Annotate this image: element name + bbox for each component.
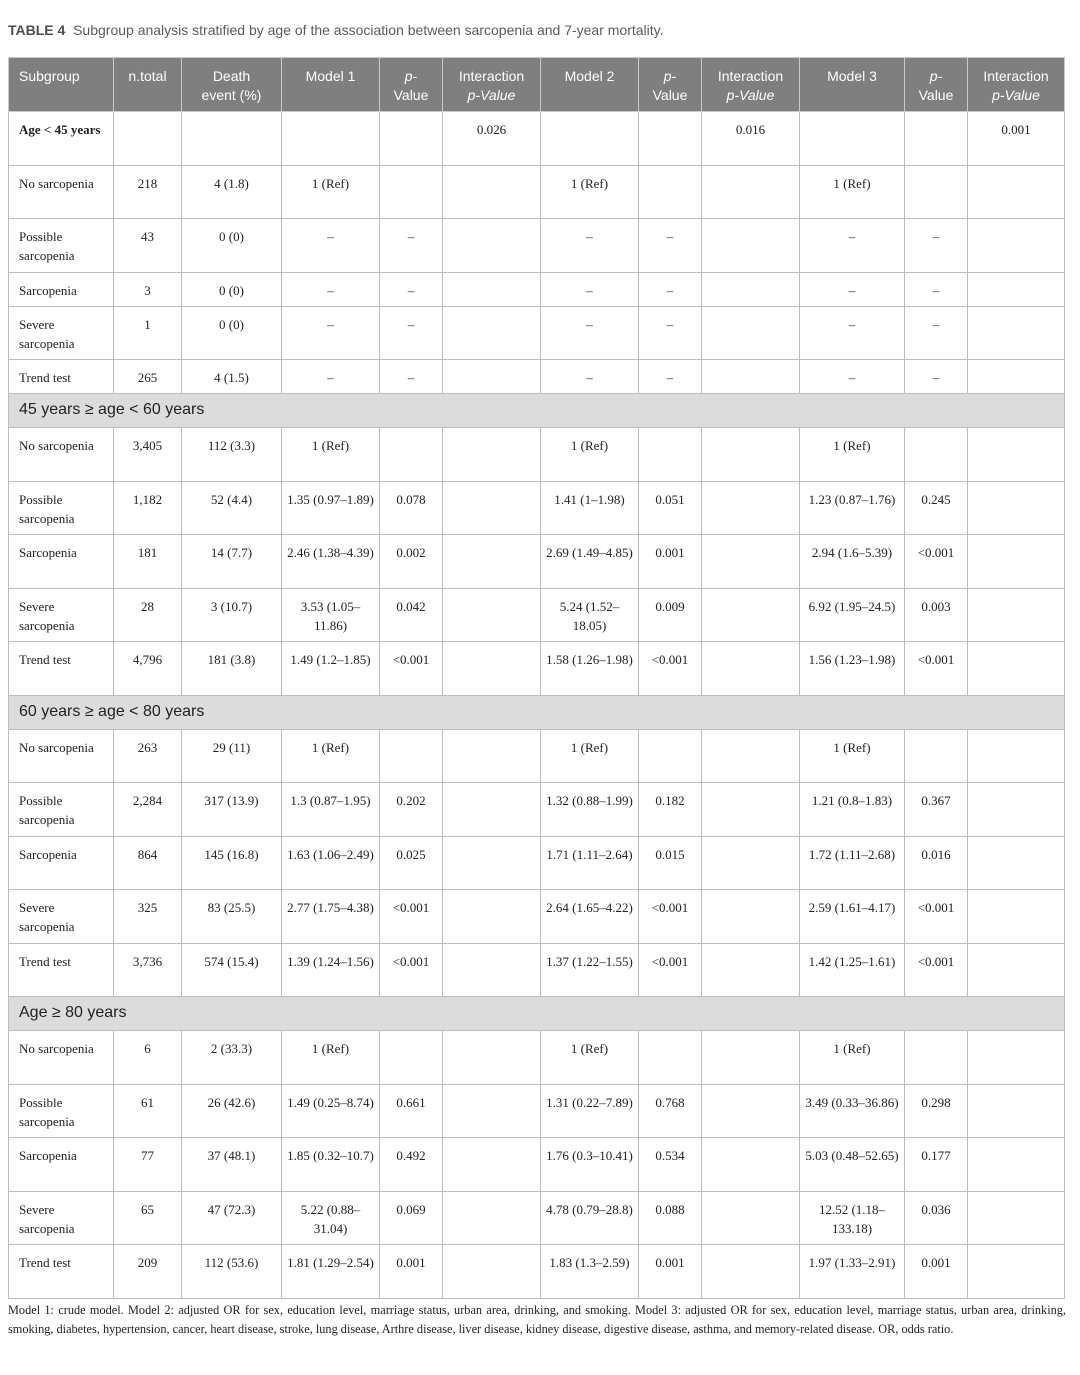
subgroup-table xyxy=(8,57,1065,1299)
row-label: No sarcopenia xyxy=(9,729,114,783)
table-cell: 0.367 xyxy=(905,783,968,837)
table-cell: 0.015 xyxy=(639,836,702,890)
table-cell: 0.182 xyxy=(639,783,702,837)
table-cell: 2,284 xyxy=(114,783,182,837)
table-cell: – xyxy=(639,219,702,273)
table-body xyxy=(9,112,1065,1299)
row-label: Sarcopenia xyxy=(9,836,114,890)
table-cell: 0.001 xyxy=(968,112,1065,166)
group-label: 60 years ≥ age < 80 years xyxy=(9,695,1065,729)
table-cell: 0.026 xyxy=(443,112,541,166)
table-cell: – xyxy=(282,219,380,273)
row-label: Possible sarcopenia xyxy=(9,481,114,535)
table-row xyxy=(9,112,1065,166)
table-row xyxy=(9,219,1065,273)
table-cell xyxy=(702,1031,800,1085)
table-cell xyxy=(702,306,800,360)
table-cell xyxy=(639,428,702,482)
table-cell xyxy=(905,428,968,482)
table-cell: 52 (4.4) xyxy=(182,481,282,535)
table-cell: 1.3 (0.87–1.95) xyxy=(282,783,380,837)
table-cell: – xyxy=(800,272,905,306)
table-row xyxy=(9,729,1065,783)
table-cell xyxy=(443,836,541,890)
row-label: Trend test xyxy=(9,360,114,394)
table-cell xyxy=(380,165,443,219)
table-cell: 3.53 (1.05–11.86) xyxy=(282,588,380,642)
table-cell xyxy=(968,165,1065,219)
table-cell: 1.49 (0.25–8.74) xyxy=(282,1084,380,1138)
table-cell: <0.001 xyxy=(905,642,968,696)
table-row xyxy=(9,1084,1065,1138)
table-cell: 2.94 (1.6–5.39) xyxy=(800,535,905,589)
column-header: p- Value xyxy=(639,58,702,112)
table-title: Subgroup analysis stratified by age of the association between sarcopenia and 7-year mortality. xyxy=(73,22,664,38)
table-cell xyxy=(702,783,800,837)
table-cell xyxy=(443,535,541,589)
table-cell: 325 xyxy=(114,890,182,944)
table-cell: 0.492 xyxy=(380,1138,443,1192)
table-cell xyxy=(443,642,541,696)
table-cell: 12.52 (1.18–133.18) xyxy=(800,1191,905,1245)
table-cell: 112 (3.3) xyxy=(182,428,282,482)
table-cell: 37 (48.1) xyxy=(182,1138,282,1192)
column-header: Model 1 xyxy=(282,58,380,112)
table-cell: 112 (53.6) xyxy=(182,1245,282,1299)
table-cell: – xyxy=(800,306,905,360)
group-label: 45 years ≥ age < 60 years xyxy=(9,394,1065,428)
table-cell xyxy=(380,729,443,783)
table-cell: 0.245 xyxy=(905,481,968,535)
table-cell: 0.016 xyxy=(905,836,968,890)
table-cell xyxy=(702,943,800,997)
table-cell: – xyxy=(639,272,702,306)
table-row xyxy=(9,642,1065,696)
row-label: Severe sarcopenia xyxy=(9,890,114,944)
table-row xyxy=(9,1031,1065,1085)
table-cell: <0.001 xyxy=(905,943,968,997)
table-cell: 0.088 xyxy=(639,1191,702,1245)
table-cell: 6 xyxy=(114,1031,182,1085)
column-header: n.total xyxy=(114,58,182,112)
table-row xyxy=(9,165,1065,219)
table-cell: – xyxy=(541,272,639,306)
table-cell: 1.35 (0.97–1.89) xyxy=(282,481,380,535)
table-cell: <0.001 xyxy=(905,890,968,944)
column-header: p- Value xyxy=(905,58,968,112)
table-cell xyxy=(443,729,541,783)
table-cell: <0.001 xyxy=(380,943,443,997)
table-cell xyxy=(968,219,1065,273)
table-cell xyxy=(702,1245,800,1299)
table-row xyxy=(9,783,1065,837)
table-cell: 5.22 (0.88–31.04) xyxy=(282,1191,380,1245)
group-header-row xyxy=(9,997,1065,1031)
table-cell xyxy=(443,588,541,642)
table-cell: 1.49 (1.2–1.85) xyxy=(282,642,380,696)
table-cell xyxy=(968,783,1065,837)
table-cell xyxy=(443,360,541,394)
table-cell: 1 (Ref) xyxy=(541,729,639,783)
column-header: p- Value xyxy=(380,58,443,112)
table-row xyxy=(9,306,1065,360)
table-cell: 1.39 (1.24–1.56) xyxy=(282,943,380,997)
table-cell: 6.92 (1.95–24.5) xyxy=(800,588,905,642)
table-cell xyxy=(443,890,541,944)
table-cell: 1 (Ref) xyxy=(800,165,905,219)
table-cell: 181 xyxy=(114,535,182,589)
column-header: Interaction p-Value xyxy=(443,58,541,112)
table-cell: 317 (13.9) xyxy=(182,783,282,837)
table-cell: 1 (Ref) xyxy=(282,165,380,219)
table-footnote: Model 1: crude model. Model 2: adjusted OR for sex, education level, marriage status, urban area, drinking, and smoking. Model 3: adjusted OR for sex, education level, marriage status, urban area, drinking, smoking, diabetes, hypertension, cancer, heart disease, stroke, lung disease, Arthre disease, liver disease, kidney disease, digestive disease, asthma, and memory-related disease. OR, odds ratio. xyxy=(8,1303,1066,1336)
table-cell: – xyxy=(380,306,443,360)
table-cell: 1.83 (1.3–2.59) xyxy=(541,1245,639,1299)
table-cell: 14 (7.7) xyxy=(182,535,282,589)
table-cell: 1.23 (0.87–1.76) xyxy=(800,481,905,535)
table-cell: 65 xyxy=(114,1191,182,1245)
table-row xyxy=(9,428,1065,482)
table-cell: 3,736 xyxy=(114,943,182,997)
row-label: Sarcopenia xyxy=(9,535,114,589)
table-cell: <0.001 xyxy=(905,535,968,589)
table-cell xyxy=(702,588,800,642)
table-cell: 1 (Ref) xyxy=(800,428,905,482)
table-cell: 218 xyxy=(114,165,182,219)
group-header-row xyxy=(9,695,1065,729)
table-cell xyxy=(702,219,800,273)
table-cell xyxy=(800,112,905,166)
table-row xyxy=(9,1138,1065,1192)
row-label: Sarcopenia xyxy=(9,1138,114,1192)
table-cell: 1.85 (0.32–10.7) xyxy=(282,1138,380,1192)
table-cell xyxy=(443,783,541,837)
table-cell: – xyxy=(905,219,968,273)
table-cell: <0.001 xyxy=(639,890,702,944)
table-cell xyxy=(702,272,800,306)
table-row xyxy=(9,272,1065,306)
table-cell xyxy=(968,481,1065,535)
table-cell: – xyxy=(905,306,968,360)
table-cell: – xyxy=(541,360,639,394)
table-cell xyxy=(541,112,639,166)
table-cell: 1 (Ref) xyxy=(541,165,639,219)
table-cell: 1.21 (0.8–1.83) xyxy=(800,783,905,837)
table-cell: 2.46 (1.38–4.39) xyxy=(282,535,380,589)
table-cell: 0.036 xyxy=(905,1191,968,1245)
table-cell xyxy=(443,1138,541,1192)
table-cell: – xyxy=(541,306,639,360)
table-cell: 5.24 (1.52–18.05) xyxy=(541,588,639,642)
table-cell xyxy=(639,165,702,219)
table-cell xyxy=(968,428,1065,482)
table-cell xyxy=(702,729,800,783)
table-cell: 4,796 xyxy=(114,642,182,696)
table-cell xyxy=(968,1245,1065,1299)
table-cell xyxy=(968,272,1065,306)
table-cell: – xyxy=(541,219,639,273)
row-label: Sarcopenia xyxy=(9,272,114,306)
table-cell: 0.001 xyxy=(639,1245,702,1299)
table-cell: 0.661 xyxy=(380,1084,443,1138)
table-cell: – xyxy=(905,272,968,306)
row-label: No sarcopenia xyxy=(9,428,114,482)
row-label: No sarcopenia xyxy=(9,165,114,219)
table-cell: 4 (1.8) xyxy=(182,165,282,219)
table-cell: <0.001 xyxy=(380,890,443,944)
table-cell xyxy=(443,272,541,306)
table-cell: 574 (15.4) xyxy=(182,943,282,997)
table-row xyxy=(9,943,1065,997)
table-cell: <0.001 xyxy=(380,642,443,696)
table-cell: 0.768 xyxy=(639,1084,702,1138)
table-cell: 0.177 xyxy=(905,1138,968,1192)
table-cell xyxy=(443,1084,541,1138)
table-cell: 4 (1.5) xyxy=(182,360,282,394)
row-label: Severe sarcopenia xyxy=(9,1191,114,1245)
row-label: Trend test xyxy=(9,943,114,997)
table-cell: 0.003 xyxy=(905,588,968,642)
table-cell: 1 (Ref) xyxy=(800,729,905,783)
table-cell: 3.49 (0.33–36.86) xyxy=(800,1084,905,1138)
table-cell: 1.41 (1–1.98) xyxy=(541,481,639,535)
table-cell: 0 (0) xyxy=(182,306,282,360)
table-cell xyxy=(968,943,1065,997)
table-cell: 0.001 xyxy=(639,535,702,589)
table-cell: 1 (Ref) xyxy=(282,428,380,482)
table-cell xyxy=(443,428,541,482)
table-cell: 29 (11) xyxy=(182,729,282,783)
group-header-row xyxy=(9,394,1065,428)
table-cell: 0.001 xyxy=(905,1245,968,1299)
table-cell: 1,182 xyxy=(114,481,182,535)
table-cell xyxy=(702,535,800,589)
table-cell xyxy=(443,481,541,535)
table-cell xyxy=(905,729,968,783)
table-cell xyxy=(443,165,541,219)
row-label: Age < 45 years xyxy=(9,112,114,166)
table-cell xyxy=(968,306,1065,360)
table-cell: – xyxy=(282,272,380,306)
table-cell: 1.71 (1.11–2.64) xyxy=(541,836,639,890)
table-cell xyxy=(702,481,800,535)
table-cell: 1.42 (1.25–1.61) xyxy=(800,943,905,997)
table-cell: 1.72 (1.11–2.68) xyxy=(800,836,905,890)
table-cell: <0.001 xyxy=(639,943,702,997)
table-cell: 0.202 xyxy=(380,783,443,837)
table-cell xyxy=(968,890,1065,944)
table-cell xyxy=(702,428,800,482)
table-cell: 4.78 (0.79–28.8) xyxy=(541,1191,639,1245)
table-cell xyxy=(443,1191,541,1245)
table-cell xyxy=(968,1191,1065,1245)
table-cell xyxy=(905,1031,968,1085)
table-cell xyxy=(968,729,1065,783)
table-cell: 1.32 (0.88–1.99) xyxy=(541,783,639,837)
table-cell: 1 (Ref) xyxy=(282,1031,380,1085)
table-cell: 0.051 xyxy=(639,481,702,535)
column-header: Interaction p-Value xyxy=(968,58,1065,112)
table-cell xyxy=(702,1084,800,1138)
table-cell xyxy=(905,112,968,166)
table-caption xyxy=(8,22,664,38)
table-cell: 0.002 xyxy=(380,535,443,589)
table-row xyxy=(9,890,1065,944)
table-cell: 1 (Ref) xyxy=(541,428,639,482)
table-cell: 1 (Ref) xyxy=(282,729,380,783)
row-label: Severe sarcopenia xyxy=(9,588,114,642)
table-cell xyxy=(639,729,702,783)
table-cell: 1.63 (1.06–2.49) xyxy=(282,836,380,890)
table-cell xyxy=(639,1031,702,1085)
table-cell xyxy=(905,165,968,219)
table-cell xyxy=(968,836,1065,890)
table-cell xyxy=(702,360,800,394)
table-cell: 61 xyxy=(114,1084,182,1138)
table-cell: 0.001 xyxy=(380,1245,443,1299)
table-cell xyxy=(968,642,1065,696)
table-cell: 1.56 (1.23–1.98) xyxy=(800,642,905,696)
table-label: TABLE 4 xyxy=(8,22,66,38)
table-cell: 0.534 xyxy=(639,1138,702,1192)
table-cell: 0.069 xyxy=(380,1191,443,1245)
row-label: Possible sarcopenia xyxy=(9,219,114,273)
table-cell xyxy=(380,1031,443,1085)
table-cell: 3 xyxy=(114,272,182,306)
column-header: Model 2 xyxy=(541,58,639,112)
table-cell xyxy=(639,112,702,166)
table-row xyxy=(9,836,1065,890)
table-cell xyxy=(968,588,1065,642)
table-cell xyxy=(702,1191,800,1245)
table-cell: 1 (Ref) xyxy=(541,1031,639,1085)
table-cell: 1.37 (1.22–1.55) xyxy=(541,943,639,997)
row-label: Possible sarcopenia xyxy=(9,1084,114,1138)
table-cell: 28 xyxy=(114,588,182,642)
table-cell: 2.77 (1.75–4.38) xyxy=(282,890,380,944)
table-cell: 5.03 (0.48–52.65) xyxy=(800,1138,905,1192)
table-cell xyxy=(443,1245,541,1299)
table-cell: – xyxy=(380,219,443,273)
column-header: Model 3 xyxy=(800,58,905,112)
table-cell: 1 (Ref) xyxy=(800,1031,905,1085)
row-label: Trend test xyxy=(9,642,114,696)
row-label: Severe sarcopenia xyxy=(9,306,114,360)
table-cell: 2.64 (1.65–4.22) xyxy=(541,890,639,944)
table-cell xyxy=(968,1031,1065,1085)
column-header: Death event (%) xyxy=(182,58,282,112)
table-cell: 864 xyxy=(114,836,182,890)
table-cell: 1.31 (0.22–7.89) xyxy=(541,1084,639,1138)
table-cell: 0.009 xyxy=(639,588,702,642)
table-cell xyxy=(380,428,443,482)
table-cell xyxy=(702,165,800,219)
table-cell xyxy=(380,112,443,166)
column-header: Subgroup xyxy=(9,58,114,112)
table-cell: <0.001 xyxy=(639,642,702,696)
table-cell xyxy=(114,112,182,166)
table-cell xyxy=(443,306,541,360)
table-cell: 43 xyxy=(114,219,182,273)
table-cell xyxy=(702,1138,800,1192)
table-cell: – xyxy=(639,360,702,394)
table-cell: 263 xyxy=(114,729,182,783)
table-cell: – xyxy=(282,360,380,394)
table-cell xyxy=(968,1084,1065,1138)
table-row xyxy=(9,588,1065,642)
table-cell: 1.76 (0.3–10.41) xyxy=(541,1138,639,1192)
table-row xyxy=(9,1191,1065,1245)
table-cell xyxy=(443,1031,541,1085)
table-row xyxy=(9,535,1065,589)
table-cell: 209 xyxy=(114,1245,182,1299)
row-label: Trend test xyxy=(9,1245,114,1299)
table-cell: 181 (3.8) xyxy=(182,642,282,696)
table-cell: – xyxy=(800,219,905,273)
row-label: Possible sarcopenia xyxy=(9,783,114,837)
table-cell: 145 (16.8) xyxy=(182,836,282,890)
table-cell xyxy=(968,1138,1065,1192)
table-cell: – xyxy=(380,272,443,306)
table-cell: 0.016 xyxy=(702,112,800,166)
table-cell: – xyxy=(282,306,380,360)
table-cell: 1 xyxy=(114,306,182,360)
table-cell: – xyxy=(905,360,968,394)
table-cell: 83 (25.5) xyxy=(182,890,282,944)
table-cell xyxy=(702,642,800,696)
table-cell: 77 xyxy=(114,1138,182,1192)
table-cell: – xyxy=(639,306,702,360)
table-cell: 265 xyxy=(114,360,182,394)
table-cell: – xyxy=(800,360,905,394)
table-cell: 0.078 xyxy=(380,481,443,535)
table-cell xyxy=(968,360,1065,394)
table-cell: 1.58 (1.26–1.98) xyxy=(541,642,639,696)
table-cell: – xyxy=(380,360,443,394)
table-cell xyxy=(443,943,541,997)
table-cell: 1.97 (1.33–2.91) xyxy=(800,1245,905,1299)
table-cell xyxy=(702,890,800,944)
table-cell: 2 (33.3) xyxy=(182,1031,282,1085)
table-cell: 1.81 (1.29–2.54) xyxy=(282,1245,380,1299)
table-row xyxy=(9,1245,1065,1299)
table-cell xyxy=(702,836,800,890)
table-cell: 0.298 xyxy=(905,1084,968,1138)
table-cell: 3,405 xyxy=(114,428,182,482)
table-cell: 0.025 xyxy=(380,836,443,890)
table-cell xyxy=(443,219,541,273)
table-row xyxy=(9,360,1065,394)
table-cell: 0.042 xyxy=(380,588,443,642)
table-cell xyxy=(282,112,380,166)
header-row xyxy=(9,58,1065,112)
table-cell: 26 (42.6) xyxy=(182,1084,282,1138)
row-label: No sarcopenia xyxy=(9,1031,114,1085)
table-cell: 47 (72.3) xyxy=(182,1191,282,1245)
table-cell: 0 (0) xyxy=(182,272,282,306)
table-cell: 2.69 (1.49–4.85) xyxy=(541,535,639,589)
table-cell xyxy=(968,535,1065,589)
table-cell: 2.59 (1.61–4.17) xyxy=(800,890,905,944)
table-cell: 0 (0) xyxy=(182,219,282,273)
table-cell xyxy=(182,112,282,166)
group-label: Age ≥ 80 years xyxy=(9,997,1065,1031)
table-row xyxy=(9,481,1065,535)
column-header: Interaction p-Value xyxy=(702,58,800,112)
table-cell: 3 (10.7) xyxy=(182,588,282,642)
